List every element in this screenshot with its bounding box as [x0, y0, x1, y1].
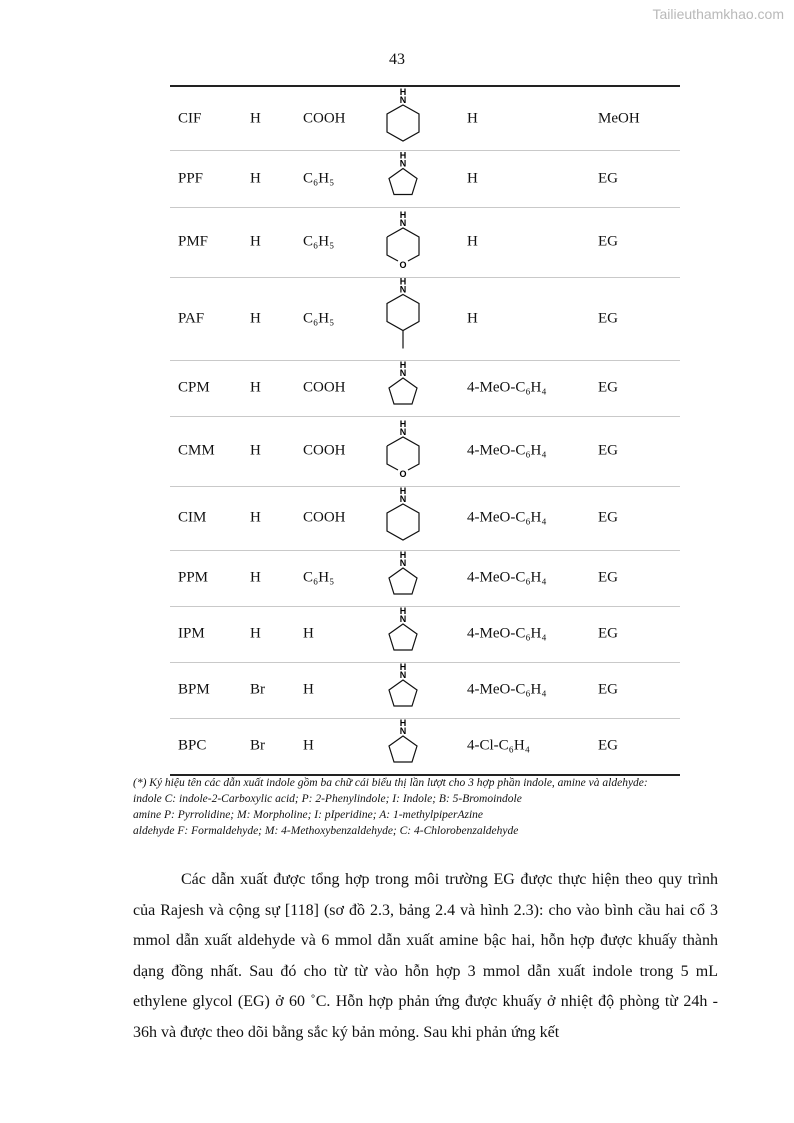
morpholine-icon — [373, 416, 433, 491]
table-row — [170, 662, 680, 718]
solvent: EG — [598, 233, 618, 250]
svg-text:N: N — [399, 284, 407, 295]
svg-text:N: N — [399, 558, 407, 568]
footnote-line: (*) Ký hiệu tên các dẫn xuất indole gồm ba chữ cái biểu thị lần lượt cho 3 hợp phần indole, amine và aldehyde: — [133, 777, 648, 789]
svg-text:H: H — [399, 606, 407, 616]
svg-text:N: N — [399, 614, 407, 624]
solvent: EG — [598, 310, 618, 326]
solvent: MeOH — [598, 110, 640, 127]
svg-text:N: N — [399, 95, 407, 105]
table-row — [170, 486, 680, 550]
svg-text:O: O — [399, 260, 407, 270]
svg-text:N: N — [399, 218, 407, 228]
r2-substituent: C₆H₅ — [303, 233, 335, 250]
r2-substituent: COOH — [303, 442, 346, 459]
r1-substituent: H — [250, 509, 261, 526]
table-row — [170, 606, 680, 662]
aldehyde-substituent: 4-MeO-C₆H₄ — [467, 379, 547, 396]
r1-substituent: H — [250, 625, 261, 642]
svg-text:N: N — [399, 158, 407, 169]
r2-substituent: C₆H₅ — [303, 310, 335, 326]
solvent: EG — [598, 509, 618, 526]
body-paragraph — [133, 865, 718, 1048]
svg-text:H: H — [399, 718, 407, 728]
watermark: Tailieuthamkhao.com — [652, 6, 784, 22]
compound-code: CPM — [178, 379, 210, 396]
aldehyde-substituent: 4-MeO-C₆H₄ — [467, 681, 547, 698]
compound-code: PPF — [178, 170, 204, 186]
pyrrolidine-icon — [373, 360, 433, 421]
r2-substituent: COOH — [303, 110, 346, 127]
table-row — [170, 88, 680, 150]
methylpiperazine-icon — [373, 277, 433, 365]
svg-text:N: N — [399, 368, 407, 378]
svg-text:H: H — [399, 150, 407, 161]
r1-substituent: H — [250, 569, 261, 586]
r2-substituent: H — [303, 737, 314, 754]
r2-substituent: C₆H₅ — [303, 170, 335, 186]
svg-text:H: H — [399, 277, 407, 287]
aldehyde-substituent: 4-MeO-C₆H₄ — [467, 442, 547, 459]
aldehyde-substituent: 4-MeO-C₆H₄ — [467, 509, 547, 526]
piperidine-icon — [373, 88, 433, 155]
solvent: EG — [598, 737, 618, 754]
r1-substituent: H — [250, 233, 261, 250]
compound-code: CIM — [178, 509, 207, 526]
svg-text:N: N — [399, 726, 407, 736]
r1-substituent: H — [250, 170, 261, 186]
table-row — [170, 416, 680, 486]
morpholine-icon — [373, 207, 433, 282]
aldehyde-substituent: H — [467, 170, 478, 186]
aldehyde-substituent: H — [467, 310, 478, 326]
compound-code: CIF — [178, 110, 202, 127]
compound-code: CMM — [178, 442, 215, 459]
solvent: EG — [598, 379, 618, 396]
page-number: 43 — [389, 51, 405, 68]
compound-code: PAF — [178, 310, 205, 326]
r2-substituent: COOH — [303, 509, 346, 526]
aldehyde-substituent: 4-MeO-C₆H₄ — [467, 569, 547, 586]
pyrrolidine-icon — [373, 662, 433, 723]
aldehyde-substituent: 4-Cl-C₆H₄ — [467, 737, 530, 754]
table-row — [170, 360, 680, 416]
pyrrolidine-icon — [373, 550, 433, 611]
svg-text:O: O — [399, 469, 407, 479]
svg-text:H: H — [399, 486, 407, 496]
svg-text:H: H — [399, 550, 407, 560]
svg-text:N: N — [399, 494, 407, 504]
solvent: EG — [598, 170, 618, 186]
r1-substituent: H — [250, 110, 261, 127]
aldehyde-substituent: 4-MeO-C₆H₄ — [467, 625, 547, 642]
table-row — [170, 277, 680, 360]
table-row — [170, 150, 680, 207]
footnote-line: aldehyde F: Formaldehyde; M: 4-Methoxybenzaldehyde; C: 4-Chlorobenzaldehyde — [133, 825, 519, 837]
solvent: EG — [598, 569, 618, 586]
table-row — [170, 207, 680, 277]
footnote-line: amine P: Pyrrolidine; M: Morpholine; I: pIperidine; A: 1-methylpiperAzine — [133, 809, 484, 821]
r1-substituent: H — [250, 379, 261, 396]
r2-substituent: C₆H₅ — [303, 569, 335, 586]
r1-substituent: H — [250, 310, 261, 326]
table-footnote — [133, 775, 733, 839]
table-top-rule — [170, 85, 680, 87]
compound-code: IPM — [178, 625, 205, 642]
svg-text:N: N — [399, 427, 407, 437]
pyrrolidine-icon — [373, 606, 433, 667]
r2-substituent: COOH — [303, 379, 346, 396]
r1-substituent: Br — [250, 737, 265, 754]
aldehyde-substituent: H — [467, 110, 478, 127]
table-row — [170, 550, 680, 606]
solvent: EG — [598, 681, 618, 698]
compound-code: BPC — [178, 737, 207, 754]
r2-substituent: H — [303, 681, 314, 698]
svg-text:H: H — [399, 662, 407, 672]
solvent: EG — [598, 442, 618, 459]
paragraph-text: Các dẫn xuất được tổng hợp trong môi trường EG được thực hiện theo quy trình của Rajesh và cộng sự [118] (sơ đồ 2.3, bảng 2.4 và hình 2.3): cho vào bình cầu hai cổ 3 mmol dẫn xuất aldehyde và 6 mmol dẫn xuất amine bậc hai, hỗn hợp được khuấy thành dạng đồng nhất. Sau đó cho từ từ vào hỗn hợp 3 mmol dẫn xuất indole trong 5 mL ethylene glycol (EG) ở 60 ˚C. Hỗn hợp phản ứng được khuấy ở nhiệt độ phòng từ 24h - 36h và được theo dõi bằng sắc ký bản mỏng. Sau khi phản ứng kết — [133, 871, 718, 1041]
svg-text:H: H — [399, 88, 407, 97]
pyrrolidine-icon — [373, 718, 433, 779]
pyrrolidine-icon — [373, 150, 433, 212]
aldehyde-substituent: H — [467, 233, 478, 250]
table-row — [170, 718, 680, 774]
compound-code: PMF — [178, 233, 209, 250]
r2-substituent: H — [303, 625, 314, 642]
svg-text:H: H — [399, 419, 407, 429]
r1-substituent: Br — [250, 681, 265, 698]
svg-text:N: N — [399, 670, 407, 680]
piperidine-icon — [373, 486, 433, 555]
compound-code: PPM — [178, 569, 209, 586]
r1-substituent: H — [250, 442, 261, 459]
svg-text:H: H — [399, 360, 407, 370]
svg-text:H: H — [399, 210, 407, 220]
compound-code: BPM — [178, 681, 210, 698]
footnote-line: indole C: indole-2-Carboxylic acid; P: 2-Phenylindole; I: Indole; B: 5-Bromoindole — [133, 793, 522, 805]
solvent: EG — [598, 625, 618, 642]
